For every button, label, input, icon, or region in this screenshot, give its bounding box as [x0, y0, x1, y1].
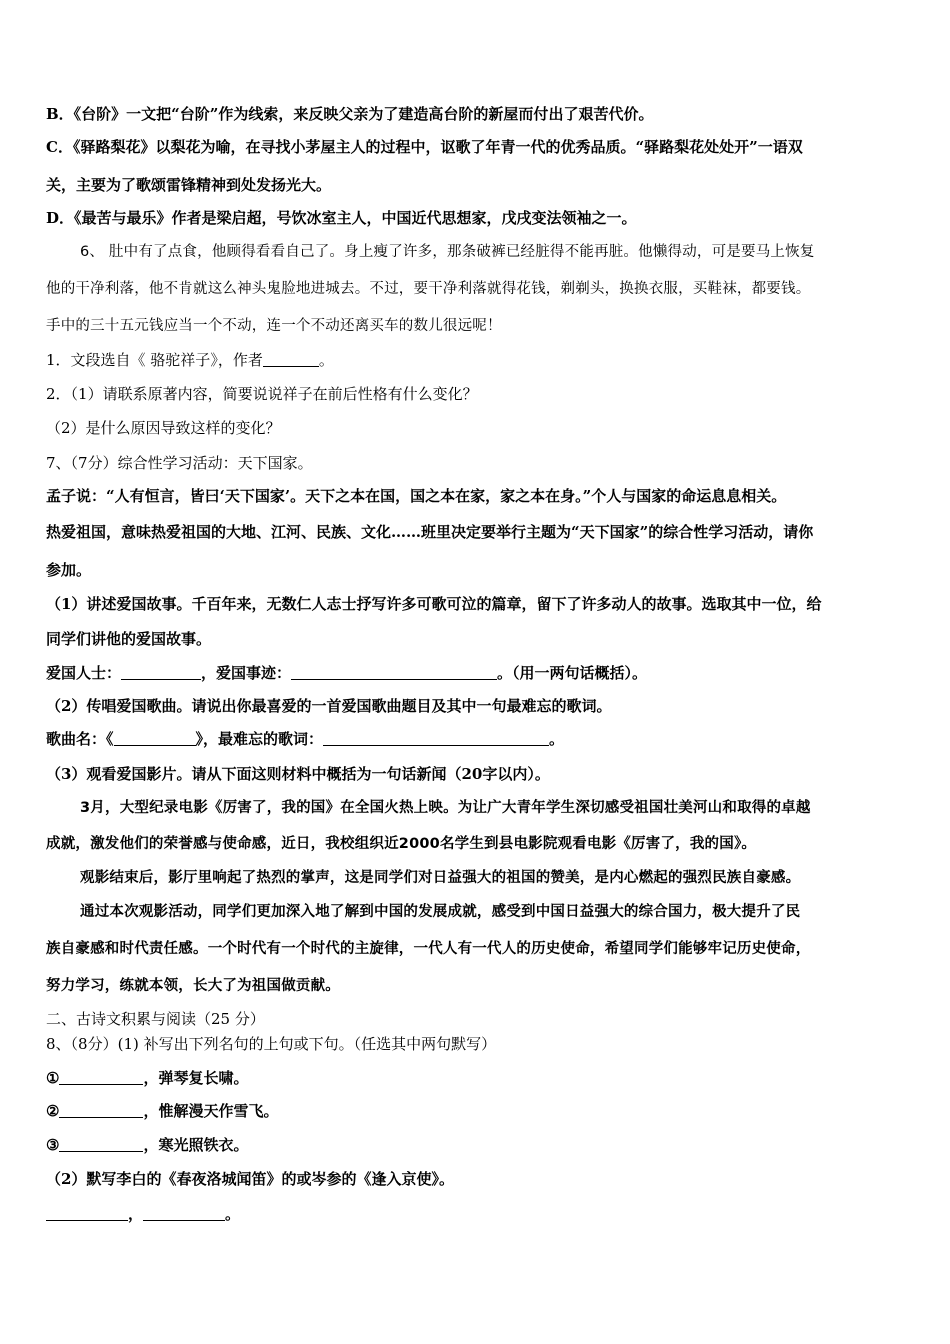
poem-2-text: ，惟解漫天作雪飞。: [143, 1102, 279, 1120]
song-name-blank[interactable]: [114, 730, 196, 746]
question-6-1-end: 。: [318, 351, 334, 369]
question-7-title: 7、（7分）综合性学习活动：天下国家。: [46, 454, 313, 472]
patriot-label: 爱国人士：: [46, 664, 122, 682]
poem-line-2: [46, 1100, 278, 1122]
recitation-line: [46, 1203, 240, 1225]
question-7-1-continued: 同学们讲他的爱国故事。: [46, 630, 212, 648]
poem-line-1: [46, 1067, 248, 1089]
passage-6-line-1: 6、 肚中有了点食，他顾得看看自己了。身上瘦了许多，那条破裤已经脏得不能再脏。他懒得动，可是要马上恢复: [80, 244, 815, 260]
recitation-blank-1[interactable]: [46, 1205, 128, 1221]
poem-1-blank[interactable]: [59, 1069, 143, 1085]
question-7-3: （3）观看爱国影片。请从下面这则材料中概括为一句话新闻（20字以内）。: [46, 765, 550, 783]
news-material-5: 族自豪感和时代责任感。一个时代有一个时代的主旋律，一代人有一代人的历史使命，希望同学们能够牢记历史使命，: [46, 941, 811, 957]
option-c-continued: 关，主要为了歌颂雷锋精神到处发扬光大。: [46, 176, 332, 194]
question-8-title: 8、（8分）(1) 补写出下列名句的上句或下句。（任选其中两句默写）: [46, 1035, 497, 1053]
recitation-comma: ，: [128, 1205, 144, 1223]
poem-3-blank[interactable]: [59, 1136, 143, 1152]
poem-2-marker: ②: [46, 1102, 60, 1120]
question-7-2: （2）传唱爱国歌曲。请说出你最喜爱的一首爱国歌曲题目及其中一句最难忘的歌词。: [46, 697, 612, 715]
option-c: C．《驿路梨花》以梨花为喻，在寻找小茅屋主人的过程中，讴歌了年青一代的优秀品质。“驿路梨花处处开”一语双: [46, 138, 803, 156]
poem-line-3: [46, 1134, 248, 1156]
poem-1-marker: ①: [46, 1069, 60, 1087]
poem-1-text: ，弹琴复长啸。: [143, 1069, 249, 1087]
song-lyric-label: 》，最难忘的歌词：: [195, 730, 324, 748]
option-d: D．《最苦与最乐》作者是梁启超，号饮冰室主人，中国近代思想家，戊戌变法领袖之一。: [46, 209, 637, 227]
question-7-intro-1: 孟子说：“人有恒言，皆曰‘天下国家’。天下之本在国，国之本在家，家之本在身。”个人与国家的命运息息相关。: [46, 487, 787, 505]
question-6-1: [46, 349, 334, 371]
news-material-3: 观影结束后，影厅里响起了热烈的掌声，这是同学们对日益强大的祖国的赞美，是内心燃起的强烈民族自豪感。: [80, 870, 801, 886]
song-line: [46, 728, 564, 750]
news-material-6: 努力学习，练就本领，长大了为祖国做贡献。: [46, 978, 340, 994]
news-material-1: 3月，大型纪录电影《厉害了，我的国》在全国火热上映。为让广大青年学生深切感受祖国壮美河山和取得的卓越: [80, 800, 811, 816]
question-7-intro-3: 参加。: [46, 561, 92, 579]
poem-2-blank[interactable]: [59, 1102, 143, 1118]
question-7-1: （1）讲述爱国故事。千百年来，无数仁人志士抒写许多可歌可泣的篇章，留下了许多动人的故事。选取其中一位，给: [46, 595, 822, 613]
poem-3-marker: ③: [46, 1136, 60, 1154]
passage-6-line-2: 他的干净利落，他不肯就这么神头鬼脸地进城去。不过，要干净利落就得花钱，剃剃头，换换衣服，买鞋袜，都要钱。: [46, 281, 811, 297]
news-material-4: 通过本次观影活动，同学们更加深入地了解到中国的发展成就，感受到中国日益强大的综合国力，极大提升了民: [80, 904, 801, 920]
question-6-1-text: 1．文段选自《 骆驼祥子》，作者: [46, 351, 263, 369]
song-line-end: 。: [549, 730, 565, 748]
patriot-line-end: 。（用一两句话概括）。: [497, 664, 648, 682]
section-2-title: 二、古诗文积累与阅读（25 分）: [46, 1010, 265, 1028]
patriot-name-blank[interactable]: [121, 664, 201, 680]
question-6-2-1: 2．（1）请联系原著内容，简要说说祥子在前后性格有什么变化？: [46, 385, 478, 403]
recitation-end: 。: [225, 1205, 241, 1223]
passage-6-line-3: 手中的三十五元钱应当一个不动，连一个不动还离买车的数儿很远呢！: [46, 318, 502, 334]
song-lyric-blank[interactable]: [323, 730, 549, 746]
poem-3-text: ，寒光照铁衣。: [143, 1136, 249, 1154]
question-6-2-2: （2）是什么原因导致这样的变化？: [46, 419, 281, 437]
patriot-deed-blank[interactable]: [291, 664, 497, 680]
option-b: B．《台阶》一文把“台阶”作为线索，来反映父亲为了建造高台阶的新屋而付出了艰苦代价。: [46, 105, 654, 123]
author-answer-blank[interactable]: [263, 351, 319, 367]
question-7-intro-2: 热爱祖国，意味热爱祖国的大地、江河、民族、文化……班里决定要举行主题为“天下国家”的综合性学习活动，请你: [46, 523, 814, 541]
news-material-2: 成就，激发他们的荣誉感与使命感，近日，我校组织近2000名学生到县电影院观看电影《厉害了，我的国》。: [46, 836, 757, 852]
patriot-story-line: [46, 662, 647, 684]
song-name-label: 歌曲名：《: [46, 730, 114, 748]
question-8-2: （2）默写李白的《春夜洛城闻笛》的或岑参的《逢入京使》。: [46, 1170, 454, 1188]
recitation-blank-2[interactable]: [143, 1205, 225, 1221]
patriot-deed-label: ，爱国事迹：: [201, 664, 292, 682]
